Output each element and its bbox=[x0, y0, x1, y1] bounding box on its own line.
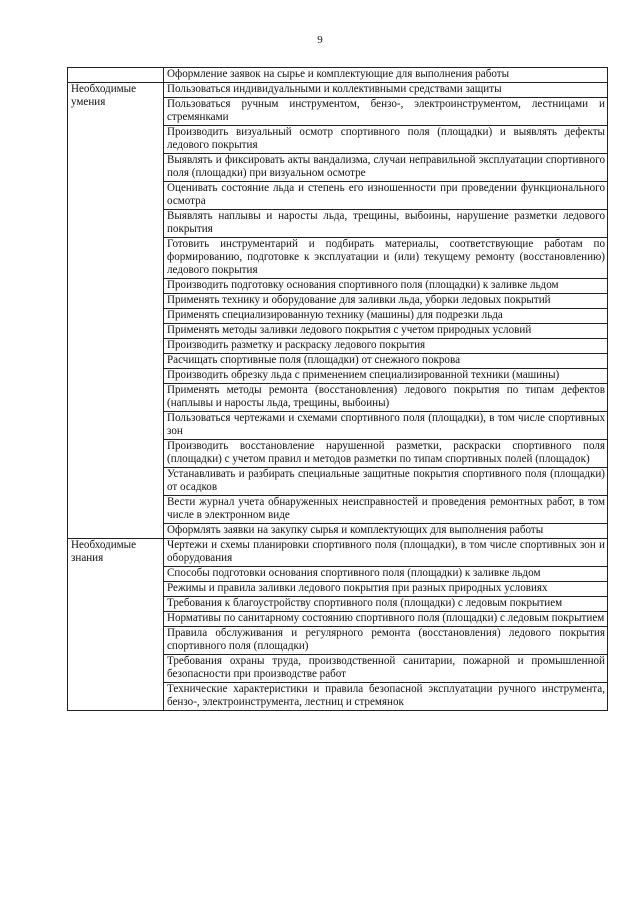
page-number: 9 bbox=[317, 34, 323, 46]
requirement-cell: Производить разметку и раскраску ледового покрытия bbox=[164, 339, 608, 354]
requirement-cell: Технические характеристики и правила безопасной эксплуатации ручного инструмента, бензо-, электроинструмента, лестниц и стремянок bbox=[164, 683, 608, 711]
requirement-cell: Расчищать спортивные поля (площадки) от снежного покрова bbox=[164, 354, 608, 369]
section-label: Необходимые знания bbox=[71, 539, 137, 564]
requirement-cell: Применять методы ремонта (восстановления) ледового покрытия по типам дефектов (наплывы и наросты льда, трещины, выбоины) bbox=[164, 384, 608, 412]
requirement-cell: Пользоваться индивидуальными и коллективными средствами защиты bbox=[164, 83, 608, 98]
requirement-cell: Производить обрезку льда с применением специализированной техники (машины) bbox=[164, 369, 608, 384]
requirement-cell: Оформлять заявки на закупку сырья и комплектующих для выполнения работы bbox=[164, 524, 608, 539]
requirements-table bbox=[67, 67, 608, 711]
requirement-cell: Режимы и правила заливки ледового покрытия при разных природных условиях bbox=[164, 582, 608, 597]
table-row bbox=[68, 68, 608, 83]
requirements-table-body bbox=[68, 68, 608, 711]
continuation-cell: Оформление заявок на сырье и комплектующие для выполнения работы bbox=[164, 68, 608, 83]
section-label-cell bbox=[68, 539, 164, 711]
requirement-cell: Оценивать состояние льда и степень его изношенности при проведении функционального осмотра bbox=[164, 182, 608, 210]
requirement-cell: Применять методы заливки ледового покрытия с учетом природных условий bbox=[164, 324, 608, 339]
requirement-cell: Производить подготовку основания спортивного поля (площадки) к заливке льдом bbox=[164, 279, 608, 294]
requirement-cell: Устанавливать и разбирать специальные защитные покрытия спортивного поля (площадки) от осадков bbox=[164, 468, 608, 496]
requirement-cell: Применять технику и оборудование для заливки льда, уборки ледовых покрытий bbox=[164, 294, 608, 309]
section-label-cell bbox=[68, 83, 164, 539]
requirement-cell: Правила обслуживания и регулярного ремонта (восстановления) ледового покрытия спортивного поля (площадки) bbox=[164, 627, 608, 655]
table-row bbox=[68, 83, 608, 98]
section-label: Необходимые умения bbox=[71, 83, 137, 108]
requirement-cell: Применять специализированную технику (машины) для подрезки льда bbox=[164, 309, 608, 324]
table-row bbox=[68, 539, 608, 567]
requirement-cell: Пользоваться ручным инструментом, бензо-, электроинструментом, лестницами и стремянками bbox=[164, 98, 608, 126]
requirement-cell: Готовить инструментарий и подбирать материалы, соответствующие работам по формированию, подготовке к эксплуатации и (или) текущему ремонту (восстановлению) ледового покрытия bbox=[164, 238, 608, 279]
empty-label-cell bbox=[68, 68, 164, 83]
requirement-cell: Требования охраны труда, производственной санитарии, пожарной и промышленной безопасности при производстве работ bbox=[164, 655, 608, 683]
requirement-cell: Способы подготовки основания спортивного поля (площадки) к заливке льдом bbox=[164, 567, 608, 582]
requirement-cell: Требования к благоустройству спортивного поля (площадки) с ледовым покрытием bbox=[164, 597, 608, 612]
requirement-cell: Вести журнал учета обнаруженных неисправностей и проведения ремонтных работ, в том числе в электронном виде bbox=[164, 496, 608, 524]
requirement-cell: Нормативы по санитарному состоянию спортивного поля (площадки) с ледовым покрытием bbox=[164, 612, 608, 627]
requirement-cell: Пользоваться чертежами и схемами спортивного поля (площадки), в том числе спортивных зон bbox=[164, 412, 608, 440]
requirement-cell: Выявлять и фиксировать акты вандализма, случаи неправильной эксплуатации спортивного поля (площадки) при визуальном осмотре bbox=[164, 154, 608, 182]
requirement-cell: Выявлять наплывы и наросты льда, трещины, выбоины, нарушение разметки ледового покрытия bbox=[164, 210, 608, 238]
requirement-cell: Чертежи и схемы планировки спортивного поля (площадки), в том числе спортивных зон и оборудования bbox=[164, 539, 608, 567]
requirement-cell: Производить визуальный осмотр спортивного поля (площадки) и выявлять дефекты ледового покрытия bbox=[164, 126, 608, 154]
requirement-cell: Производить восстановление нарушенной разметки, раскраски спортивного поля (площадки) с учетом правил и методов разметки по типам спортивных полей (площадок) bbox=[164, 440, 608, 468]
